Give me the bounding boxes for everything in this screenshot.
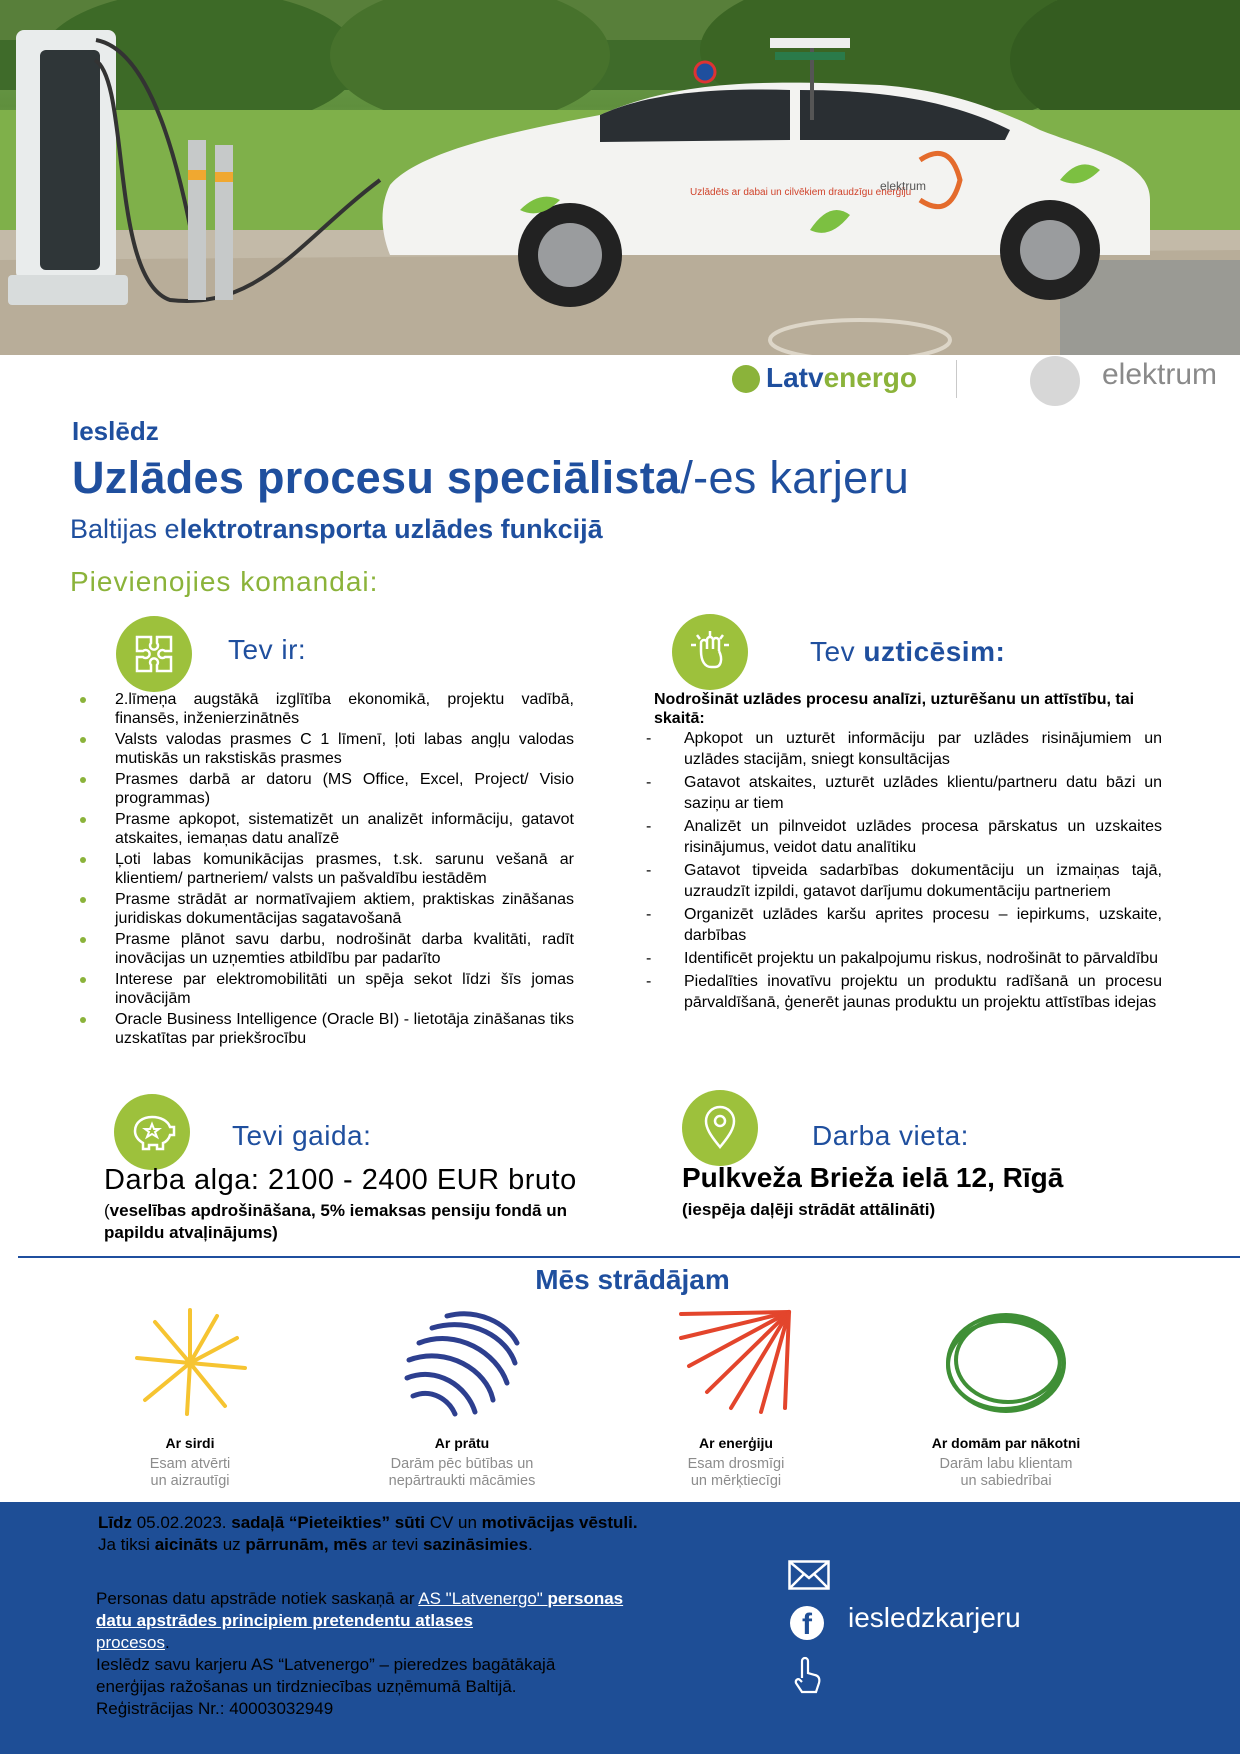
list-item: - Gatavot atskaites, uzturēt uzlādes klientu/partneru datu bāzi un saziņu ar tiem (646, 772, 1162, 814)
list-item: - Piedalīties inovatīvu projektu un produktu radīšanā un procesu pārvaldīšanā, ģenerēt jaunas produktu un projektu attīstības idejas (646, 971, 1162, 1013)
salary: Darba alga: 2100 - 2400 EUR bruto (104, 1164, 577, 1196)
elektrum-logo-mark (1030, 356, 1080, 406)
privacy-and-about: Personas datu apstrāde notiek saskaņā ar AS "Latvenergo" personas datu apstrādes principiem pretendentu atlases procesos. Ieslēdz savu karjeru AS “Latvenergo” – pieredzes bagātākajā enerģijas ražošanas un tirdzniecības uzņēmumā Baltijā. Reģistrācijas Nr.: 40003032949 (96, 1589, 624, 1718)
list-item: 2.līmeņa augstākā izglītība ekonomikā, projektu vadībā, finansēs, inženierzinātnēs (78, 690, 574, 728)
values-heading: Mēs strādājam (535, 1264, 730, 1295)
value-title: Ar sirdi (165, 1435, 215, 1451)
list-item: - Analizēt un pilnveidot uzlādes procesa pārskatus un uzskaites risinājumus, veidot datu analītiku (646, 816, 1162, 858)
list-item: Prasme plānot savu darbu, nodrošināt darba kvalitāti, radīt inovācijas un uzņemties atbildību par padarīto (78, 930, 574, 968)
offer-heading: Tevi gaida: (232, 1120, 372, 1151)
email-icon[interactable] (788, 1560, 830, 1595)
value-heart (90, 1308, 290, 1490)
car-logo-text: elektrum (880, 179, 927, 193)
location-pin-icon (682, 1090, 758, 1166)
rays-icon (671, 1308, 801, 1418)
facebook-icon[interactable]: f (790, 1606, 824, 1640)
list-item: Ļoti labas komunikācijas prasmes, t.sk. sarunu vešanā ar klientiem/ partneriem/ valsts un pašvaldību iestādēm (78, 850, 574, 888)
section-divider (18, 1256, 1240, 1258)
list-item: - Organizēt uzlādes karšu aprites procesu – iepirkums, uzskaite, darbības (646, 904, 1162, 946)
list-item: Oracle Business Intelligence (Oracle BI) - lietotāja zināšanas tiks uzskatītas par priekšrocību (78, 1010, 574, 1048)
apply-instructions: Līdz 05.02.2023. sadaļā “Pieteikties” sūti CV un motivācijas vēstuli. Ja tiksi aicināts uz pārrunām, mēs ar tevi sazināsimies. (98, 1513, 638, 1554)
list-item: - Identificēt projektu un pakalpojumu riskus, nodrošināt to pārvaldību (646, 948, 1162, 969)
hero-photo (0, 0, 1240, 355)
value-mind (362, 1308, 562, 1490)
piggy-bank-icon (114, 1094, 190, 1170)
location-heading: Darba vieta: (812, 1120, 969, 1151)
value-desc: Esam drosmīgi un mērķtiecīgi (687, 1456, 785, 1489)
social-handle[interactable]: iesledzkarjeru (848, 1602, 1021, 1633)
waves-icon (397, 1308, 527, 1418)
sun-burst-icon (125, 1308, 255, 1418)
value-title: Ar enerģiju (699, 1435, 773, 1451)
list-item: Interese par elektromobilitāti un spēja sekot līdzi šīs jomas inovācijām (78, 970, 574, 1008)
requirements-heading: Tev ir: (228, 634, 307, 665)
list-item: Prasmes darbā ar datoru (MS Office, Excel, Project/ Visio programmas) (78, 770, 574, 808)
duties-list (646, 728, 1162, 1015)
value-desc: Darām labu klientam un sabiedrībai (939, 1456, 1073, 1489)
value-future (906, 1308, 1106, 1490)
logo-divider (956, 360, 957, 398)
value-title: Ar domām par nākotni (931, 1435, 1081, 1451)
duties-lead: Nodrošināt uzlādes procesu analīzi, uzturēšanu un attīstību, tai skaitā: (654, 691, 1135, 727)
value-title: Ar prātu (434, 1435, 490, 1451)
duties-heading: Tev uzticēsim: (810, 636, 1006, 667)
list-item: - Gatavot tipveida sadarbības dokumentāciju un izmaiņas tajā, uzraudzīt izpildi, gatavot darījumu dokumentāciju partneriem (646, 860, 1162, 902)
list-item: Valsts valodas prasmes C 1 līmenī, ļoti labas angļu valodas mutiskās un rakstiskās prasmes (78, 730, 574, 768)
elektrum-logo: elektrum (1102, 358, 1218, 391)
list-item: Prasme strādāt ar normatīvajiem aktiem, praktiskas zināšanas juridiskas dokumentācijas sagatavošanā (78, 890, 574, 928)
benefits-note: (veselības apdrošināšana, 5% iemaksas pensiju fondā un papildu atvaļinājums) (104, 1201, 567, 1242)
page-title: Uzlādes procesu speciālista/-es karjeru (72, 452, 910, 503)
join-heading: Pievienojies komandai: (70, 566, 379, 597)
pointer-hand-icon[interactable] (790, 1656, 822, 1701)
remote-note: (iespēja daļēji strādāt attālināti) (682, 1200, 936, 1219)
raised-fist-icon (672, 614, 748, 690)
requirements-list (78, 690, 574, 1050)
car-door-text: Uzlādēts ar dabai un cilvēkiem draudzīgu enerģiju (690, 187, 912, 198)
latvenergo-logo-mark (732, 365, 760, 393)
puzzle-icon (116, 616, 192, 692)
charging-car-illustration (0, 0, 1240, 355)
subtitle: Baltijas elektrotransporta uzlādes funkcijā (70, 514, 603, 544)
list-item: - Apkopot un uzturēt informāciju par uzlādes risinājumiem un uzlādes stacijām, sniegt konsultācijas (646, 728, 1162, 770)
value-energy (636, 1308, 836, 1490)
latvenergo-logo: Latvenergo (766, 362, 917, 393)
rings-icon (941, 1308, 1071, 1418)
privacy-link[interactable]: AS "Latvenergo" personas datu apstrādes principiem pretendentu atlases procesos (96, 1589, 624, 1652)
work-address: Pulkveža Brieža ielā 12, Rīgā (682, 1162, 1064, 1193)
value-desc: Darām pēc būtības un nepārtraukti mācāmies (388, 1456, 536, 1489)
list-item: Prasme apkopot, sistematizēt un analizēt informāciju, gatavot atskaites, iemaņas datu analīzē (78, 810, 574, 848)
kicker: Ieslēdz (72, 416, 159, 446)
value-desc: Esam atvērti un aizrautīgi (149, 1456, 231, 1489)
